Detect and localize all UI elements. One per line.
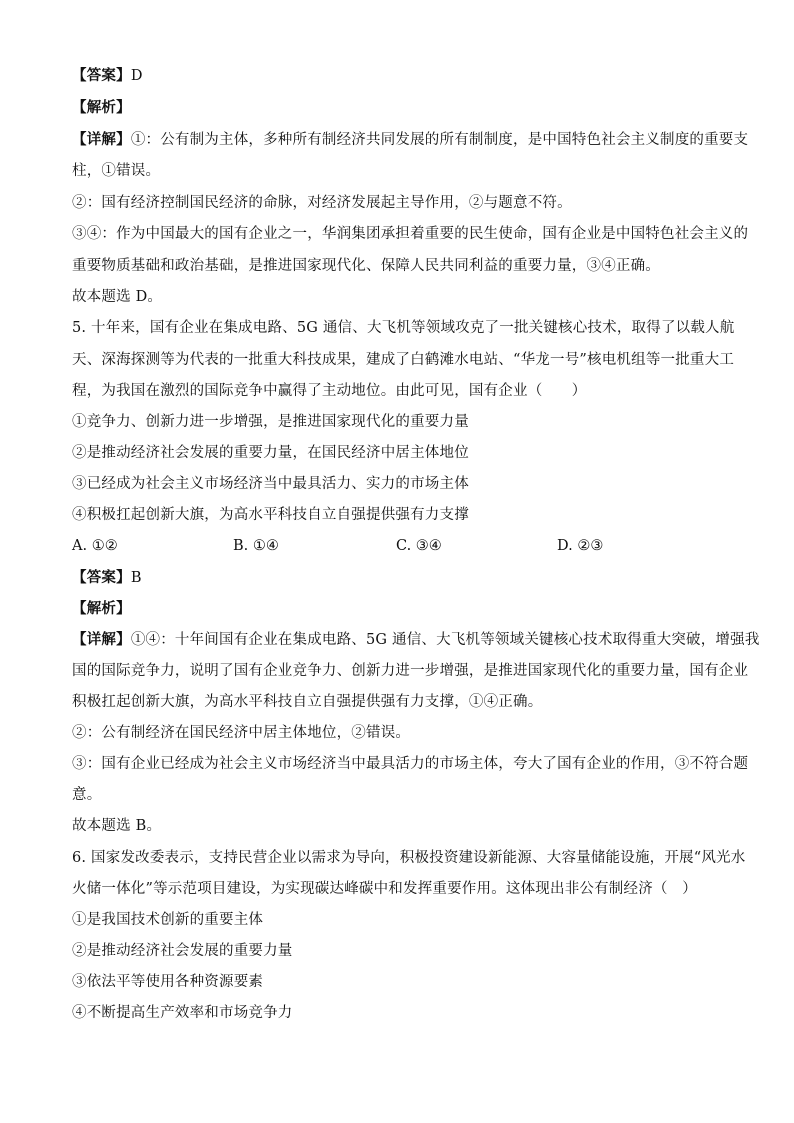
q4-detail-line: 柱，①错误。 — [72, 163, 161, 179]
q5-detail-line: 意。 — [72, 787, 102, 803]
q5-analysis-label: 【解析】 — [72, 600, 131, 617]
q6-statement: ①是我国技术创新的重要主体 — [72, 912, 264, 928]
q5-option-a: A. ①② — [72, 538, 118, 554]
q4-analysis-label: 【解析】 — [72, 99, 131, 116]
q4-detail-line: 重要物质基础和政治基础，是推进国家现代化、保障人民共同利益的重要力量，③④正确。 — [72, 258, 660, 274]
answer-value: B — [130, 570, 142, 586]
answer-value: D — [130, 68, 143, 84]
q5-option-c: C. ③④ — [396, 538, 442, 554]
answer-label: 【答案】 — [72, 67, 131, 84]
q5-option-d: D. ②③ — [557, 538, 604, 554]
q5-detail-line: ③：国有企业已经成为社会主义市场经济当中最具活力的市场主体，夸大了国有企业的作用，③不符合题 — [72, 756, 749, 772]
q5-conclusion: 故本题选 B。 — [72, 818, 162, 834]
q4-answer — [72, 66, 732, 86]
q5-detail-line: 积极扛起创新大旗，为高水平科技自立自强提供强有力支撑，①④正确。 — [72, 694, 543, 710]
q5-statement: ②是推动经济社会发展的重要力量，在国民经济中居主体地位 — [72, 445, 469, 461]
q4-conclusion: 故本题选 D。 — [72, 289, 163, 305]
q5-stem-line: 天、深海探测等为代表的一批重大科技成果，建成了白鹤滩水电站、“华龙一号”核电机组等一批重大工 — [72, 352, 735, 368]
q5-detail-line: 国的国际竞争力，说明了国有企业竞争力、创新力进一步增强，是推进国家现代化的重要力量，国有企业 — [72, 663, 749, 679]
q6-stem-line: 火储一体化”等示范项目建设，为实现碳达峰碳中和发挥重要作用。这体现出非公有制经济（ ） — [72, 881, 698, 897]
detail-label: 【详解】 — [72, 631, 131, 648]
detail-label: 【详解】 — [72, 131, 131, 148]
q5-statement: ①竞争力、创新力进一步增强，是推进国家现代化的重要力量 — [72, 414, 469, 430]
answer-label: 【答案】 — [72, 569, 131, 586]
q6-statement: ③依法平等使用各种资源要素 — [72, 974, 264, 990]
q5-detail-line: 【详解】①④：十年间国有企业在集成电路、5G 通信、大飞机等领域关键核心技术取得重大突破，增强我 — [72, 631, 760, 648]
q6-stem-line: 6. 国家发改委表示，支持民营企业以需求为导向，积极投资建设新能源、大容量储能设施，开展“风光水 — [72, 850, 746, 866]
q5-statement: ④积极扛起创新大旗，为高水平科技自立自强提供强有力支撑 — [72, 507, 469, 523]
q5-detail-line: ②：公有制经济在国民经济中居主体地位，②错误。 — [72, 725, 411, 741]
q5-stem-line: 程，为我国在激烈的国际竞争中赢得了主动地位。由此可见，国有企业（ ） — [72, 383, 587, 399]
q4-detail-line: 【详解】①：公有制为主体，多种所有制经济共同发展的所有制制度，是中国特色社会主义制度的重要支 — [72, 131, 749, 148]
q5-statement: ③已经成为社会主义市场经济当中最具活力、实力的市场主体 — [72, 476, 469, 492]
q4-detail-line: ③④：作为中国最大的国有企业之一，华润集团承担着重要的民生使命，国有企业是中国特色社会主义的 — [72, 226, 749, 242]
q5-stem-line: 5. 十年来，国有企业在集成电路、5G 通信、大飞机等领域攻克了一批关键核心技术，取得了以载人航 — [72, 320, 735, 336]
q4-detail-line: ②：国有经济控制国民经济的命脉，对经济发展起主导作用，②与题意不符。 — [72, 195, 572, 211]
q6-statement: ④不断提高生产效率和市场竞争力 — [72, 1005, 293, 1021]
q5-answer — [72, 568, 732, 588]
q5-option-b: B. ①④ — [233, 538, 279, 554]
q6-statement: ②是推动经济社会发展的重要力量 — [72, 943, 293, 959]
